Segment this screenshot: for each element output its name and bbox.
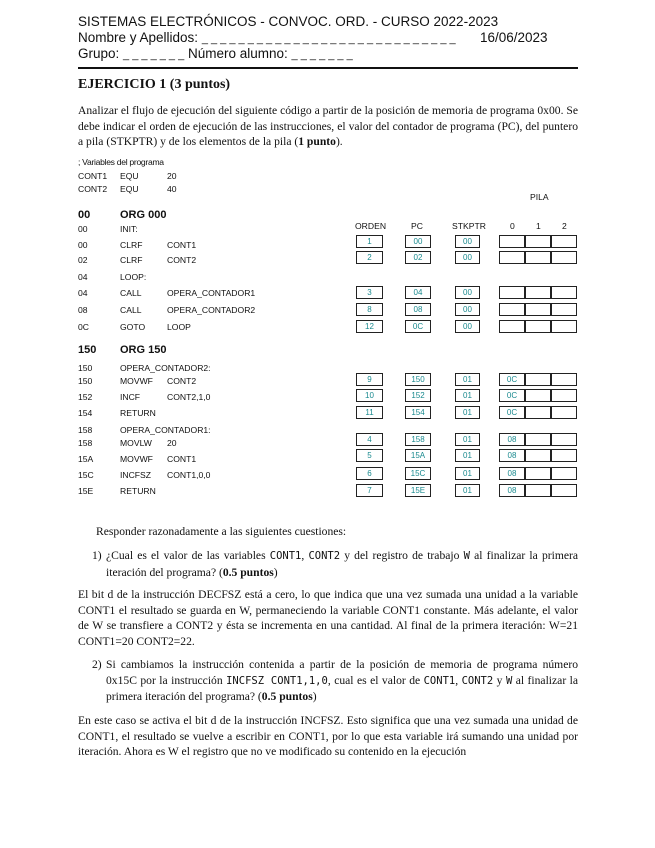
pc-cell[interactable]: 15C [405,467,431,480]
code-address: 150 [78,363,93,373]
answer-2: En este caso se activa el bit d de la instrucción INCFSZ. Esto significa que una vez sumada una unidad de CONT1, el resultado se vuelve a escribir en CONT1, por lo que esta variable irá sumando una unidad por iteración. Ahora es W el registro que no ve modificado su contenido en la ejecución [78,714,578,758]
stkptr-cell[interactable]: 01 [455,433,480,446]
question-2-number: 2) [92,658,102,671]
pc-cell[interactable]: 154 [405,406,431,419]
code-mnemonic: MOVWF [120,454,153,464]
group-blank: _ _ _ _ _ _ _ [123,49,185,61]
code-mnemonic: CLRF [120,255,143,265]
pila-1-cell[interactable] [525,320,551,333]
question-1-text [106,548,578,580]
q1-text-b: y del registro de trabajo [340,549,464,562]
code-label: OPERA_CONTADOR1: [120,425,211,435]
code-mnemonic: GOTO [120,322,146,332]
code-address: 0C [78,322,89,332]
pila-0-cell[interactable] [499,320,525,333]
pc-cell[interactable]: 02 [405,251,431,264]
q2-cont2: CONT2 [461,674,494,687]
q2-w: W [505,674,513,687]
org-directive: ORG 150 [120,344,167,356]
orden-cell[interactable]: 12 [356,320,383,333]
pc-cell[interactable]: 00 [405,235,431,248]
org-address: 00 [78,209,91,221]
question-1-number: 1) [92,549,102,562]
col-pila-0: 0 [510,221,515,231]
code-comment: ; Variables del programa [78,157,164,167]
intro-text: Analizar el flujo de ejecución del siguiente código a partir de la posición de memoria de programa 0x00. Se debe indicar el orden de ejecución de las instrucciones, el valor del contador de programa (PC), del puntero a pila (STKPTR) y de los elementos de la pila ( [78,104,578,148]
stkptr-cell[interactable]: 01 [455,406,480,419]
pc-cell[interactable]: 0C [405,320,431,333]
stkptr-cell[interactable]: 00 [455,320,480,333]
orden-cell[interactable]: 2 [356,251,383,264]
col-orden: ORDEN [355,221,387,231]
code-operand: CONT1 [167,454,197,464]
orden-cell[interactable]: 1 [356,235,383,248]
q1-w: W [463,550,470,562]
code-operand: 20 [167,438,177,448]
orden-cell[interactable]: 10 [356,389,383,402]
q1-cont2: CONT2 [308,550,341,562]
pila-0-cell[interactable] [499,235,525,248]
q2-cont1: CONT1 [423,674,456,687]
stkptr-cell[interactable]: 00 [455,286,480,299]
pila-2-cell[interactable] [551,251,577,264]
q2-end: ) [312,690,317,703]
q2-text-a: Si cambiamos la instrucción contenida a partir de la posición de memoria de programa número 0x15C por la instrucción [106,658,578,687]
name-blank: _ _ _ _ _ _ _ _ _ _ _ _ _ _ _ _ _ _ _ _ _ _ _ _ _ _ _ _ [201,33,456,45]
pila-2-cell[interactable] [551,433,577,446]
pila-0-cell[interactable]: 08 [499,433,525,446]
q1-end: ) [273,565,278,579]
code-mnemonic: MOVLW [120,438,152,448]
code-label: LOOP: [120,272,147,282]
col-pila-1: 1 [536,221,541,231]
var-val: 20 [167,171,177,181]
q2-y: y [493,673,506,687]
pila-0-cell[interactable]: 0C [499,389,525,402]
pc-cell[interactable]: 15A [405,449,431,462]
code-mnemonic: CALL [120,305,142,315]
code-address: 08 [78,305,88,315]
pila-1-cell[interactable] [525,373,551,386]
answer-1: El bit d de la instrucción DECFSZ está a cero, lo que indica que una vez sumada una unidad a la variable CONT1 el resultado se guarda en W, permaneciendo la variable CONT1 constante. Más adelante, el valor de W se transfiere a CONT2 y ésta se incrementa en una cantidad. Al final de la primera iteración: W=21 CONT1=20 CONT2=22. [78,588,578,648]
pila-0-cell[interactable] [499,251,525,264]
code-mnemonic: MOVWF [120,376,153,386]
q2-sep: , [455,673,462,687]
pila-2-cell[interactable] [551,467,577,480]
pila-2-cell[interactable] [551,320,577,333]
code-operand: CONT2 [167,376,197,386]
pila-1-cell[interactable] [525,251,551,264]
var-name: CONT2 [78,184,108,194]
question-1 [92,548,578,580]
exam-date: 16/06/2023 [480,30,548,45]
stkptr-cell[interactable]: 01 [455,389,480,402]
col-pila-2: 2 [562,221,567,231]
intro-end: ). [335,135,343,148]
orden-cell[interactable]: 11 [356,406,383,419]
stkptr-cell[interactable]: 01 [455,467,480,480]
pila-2-cell[interactable] [551,286,577,299]
pc-cell[interactable]: 08 [405,303,431,316]
q2-text-c: al finalizar la primera iteración del programa? ( [106,673,579,703]
col-pc: PC [411,221,423,231]
questions-intro: Responder razonadamente a las siguientes cuestiones: [96,525,347,538]
stkptr-cell[interactable]: 00 [455,303,480,316]
pila-1-cell[interactable] [525,286,551,299]
pila-0-cell[interactable]: 0C [499,406,525,419]
pila-1-cell[interactable] [525,303,551,316]
pila-1-cell[interactable] [525,389,551,402]
code-label: INIT: [120,224,138,234]
var-op: EQU [120,184,139,194]
pila-0-cell[interactable]: 08 [499,484,525,497]
code-address: 150 [78,376,93,386]
code-operand: OPERA_CONTADOR1 [167,288,256,298]
pila-1-cell[interactable] [525,449,551,462]
code-operand: OPERA_CONTADOR2 [167,305,256,315]
code-address: 158 [78,425,93,435]
code-mnemonic: INCFSZ [120,470,152,480]
pila-2-cell[interactable] [551,484,577,497]
pila-1-cell[interactable] [525,406,551,419]
header-name-line [78,30,578,47]
intro-points: 1 punto [298,135,336,148]
stkptr-cell[interactable]: 01 [455,484,480,497]
header-group-line [78,46,353,63]
q1-sep: , [301,549,309,562]
pila-1-cell[interactable] [525,484,551,497]
pila-2-cell[interactable] [551,389,577,402]
orden-cell[interactable]: 3 [356,286,383,299]
pila-2-cell[interactable] [551,406,577,419]
pila-0-cell[interactable]: 08 [499,467,525,480]
name-label: Nombre y Apellidos: [78,30,199,45]
stkptr-cell[interactable]: 00 [455,251,480,264]
student-number-label: Número alumno: [187,46,288,61]
code-address: 158 [78,438,93,448]
code-operand: CONT1,0,0 [167,470,211,480]
var-op: EQU [120,171,139,181]
stkptr-cell[interactable]: 01 [455,449,480,462]
code-address: 152 [78,392,93,402]
code-address: 02 [78,255,88,265]
org-directive: ORG 000 [120,209,167,221]
code-address: 154 [78,408,93,418]
stkptr-cell[interactable]: 01 [455,373,480,386]
student-number-blank: _ _ _ _ _ _ _ [291,49,353,61]
code-operand: LOOP [167,322,191,332]
pila-0-cell[interactable] [499,286,525,299]
code-address: 00 [78,240,88,250]
orden-cell[interactable]: 8 [356,303,383,316]
pila-2-cell[interactable] [551,235,577,248]
orden-cell[interactable]: 5 [356,449,383,462]
orden-cell[interactable]: 7 [356,484,383,497]
code-mnemonic: CALL [120,288,142,298]
exercise-title: EJERCICIO 1 (3 puntos) [78,77,231,92]
code-operand: CONT2 [167,255,197,265]
stkptr-cell[interactable]: 00 [455,235,480,248]
org-address: 150 [78,344,97,356]
code-label: OPERA_CONTADOR2: [120,363,211,373]
code-mnemonic: INCF [120,392,141,402]
code-address: 00 [78,224,88,234]
question-2-text [106,657,578,705]
header-divider [78,67,578,69]
pila-1-cell[interactable] [525,433,551,446]
code-address: 04 [78,288,88,298]
q2-points: 0.5 puntos [261,690,313,703]
q2-instruction: INCFSZ CONT1,1,0 [226,674,328,687]
pila-2-cell[interactable] [551,303,577,316]
orden-cell[interactable]: 4 [356,433,383,446]
q2-text-b: , cual es el valor de [327,673,424,687]
pc-cell[interactable]: 15E [405,484,431,497]
orden-cell[interactable]: 6 [356,467,383,480]
question-2 [92,657,578,705]
code-address: 15E [78,486,94,496]
q1-text-a: ¿Cual es el valor de las variables [106,549,270,562]
group-label: Grupo: [78,46,120,61]
code-mnemonic: RETURN [120,408,156,418]
pc-cell[interactable]: 04 [405,286,431,299]
code-address: 15C [78,470,94,480]
code-address: 15A [78,454,94,464]
pila-2-cell[interactable] [551,373,577,386]
pc-cell[interactable]: 152 [405,389,431,402]
var-name: CONT1 [78,171,108,181]
pila-0-cell[interactable]: 0C [499,373,525,386]
orden-cell[interactable]: 9 [356,373,383,386]
exercise-intro [78,103,578,150]
pila-1-cell[interactable] [525,235,551,248]
code-mnemonic: CLRF [120,240,143,250]
pila-1-cell[interactable] [525,467,551,480]
q1-points: 0.5 puntos [222,565,274,579]
code-operand: CONT1 [167,240,197,250]
pila-label: PILA [530,192,549,202]
code-address: 04 [78,272,88,282]
pila-0-cell[interactable]: 08 [499,449,525,462]
pila-2-cell[interactable] [551,449,577,462]
code-operand: CONT2,1,0 [167,392,211,402]
q1-text-c: al finalizar la primera iteración del programa? ( [106,549,578,579]
q1-cont1: CONT1 [269,550,302,562]
code-mnemonic: RETURN [120,486,156,496]
header-title: SISTEMAS ELECTRÓNICOS - CONVOC. ORD. - CURSO 2022-2023 [78,14,499,29]
col-stkptr: STKPTR [452,221,486,231]
pc-cell[interactable]: 158 [405,433,431,446]
pc-cell[interactable]: 150 [405,373,431,386]
pila-0-cell[interactable] [499,303,525,316]
var-val: 40 [167,184,177,194]
